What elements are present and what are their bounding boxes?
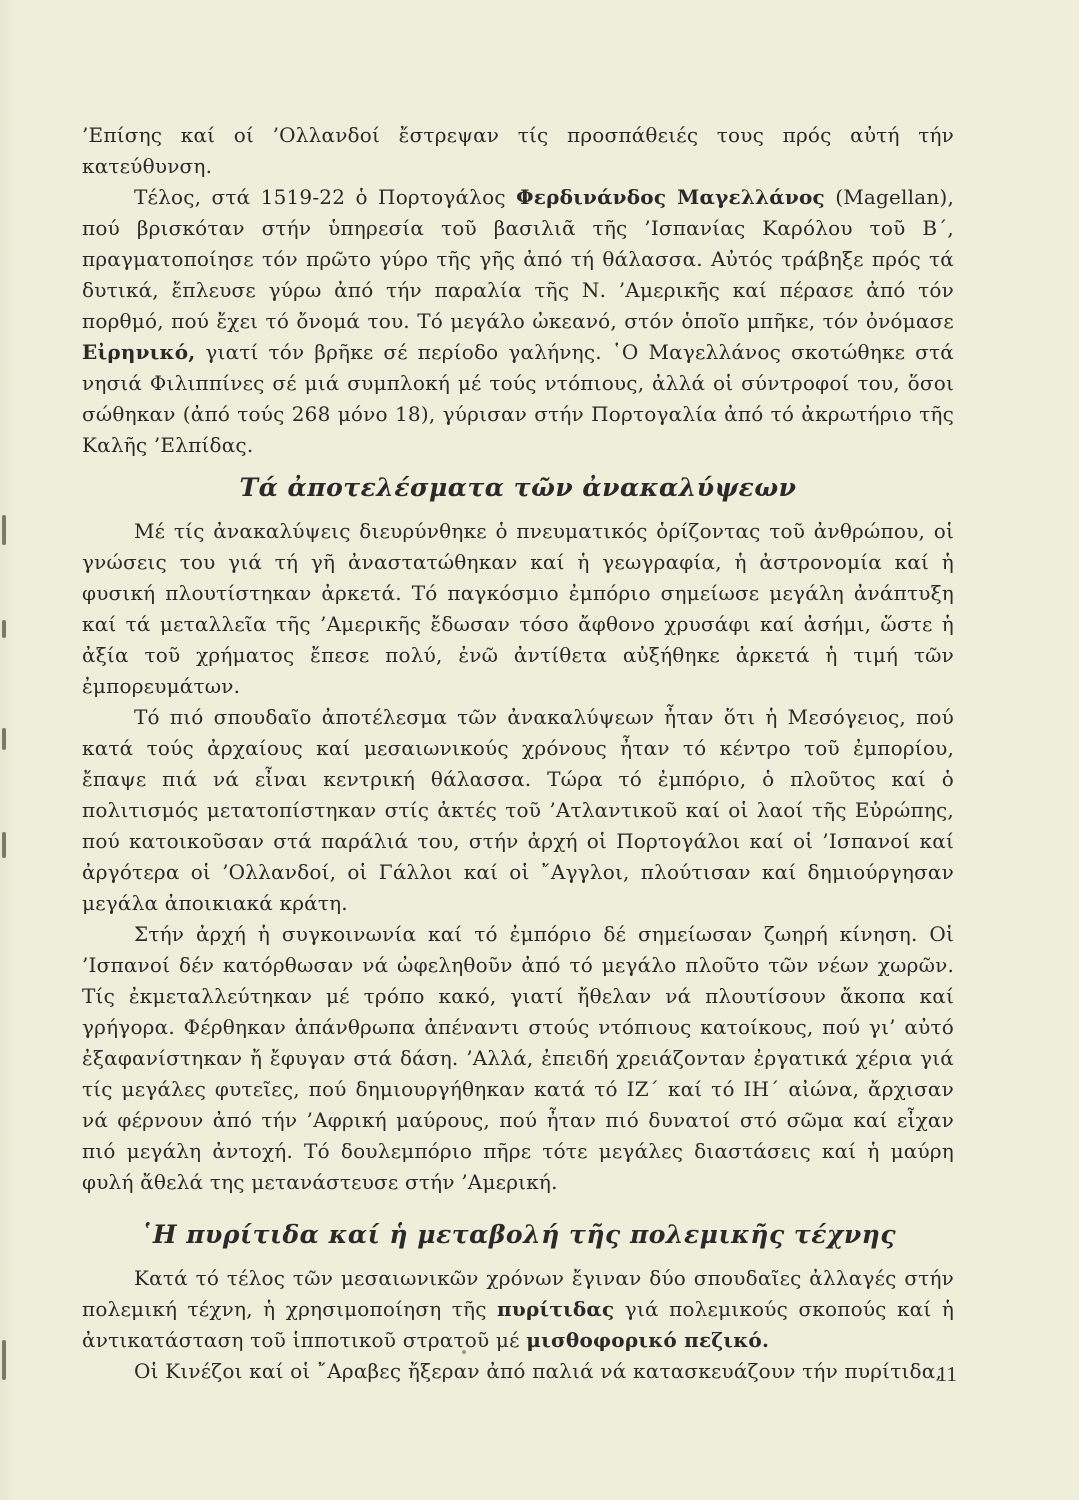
middle-paragraphs bbox=[82, 516, 954, 1198]
text-run: Κατά τό τέλος τῶν μεσαιωνικῶν χρόνων ἔγιναν δύο σπουδαῖες ἀλλαγές στήν πολεμική τέχνη, ἡ χρησιμοποίηση τῆς bbox=[82, 1266, 954, 1321]
text-run: Μέ τίς ἀνακαλύψεις διευρύνθηκε ὁ πνευματικός ὁρίζοντας τοῦ ἀνθρώπου, οἱ γνώσεις του γιά τή γῆ ἀναστατώθηκαν καί ἡ γεωγραφία, ἡ ἀστρονομία καί ἡ φυσική πλουτίστηκαν ἀρκετά. Τό παγκόσμιο ἐμπόριο σημείωσε μεγάλη ἀνάπτυξη καί τά μεταλλεῖα τῆς ’Αμερικῆς ἔδωσαν τόσο ἄφθονο χρυσάφι καί ἀσήμι, ὥστε ἡ ἀξία τοῦ χρήματος ἔπεσε πολύ, ἐνῶ ἀντίθετα αὐξήθηκε ἀρκετά ἡ τιμή τῶν ἐμπορευμάτων. bbox=[82, 519, 954, 698]
page-body bbox=[82, 120, 954, 1387]
bold-term: Εἰρηνικό, bbox=[82, 340, 196, 364]
paragraph bbox=[82, 1356, 954, 1387]
text-run: Τό πιό σπουδαῖο ἀποτέλεσμα τῶν ἀνακαλύψεων ἦταν ὅτι ἡ Μεσόγειος, πού κατά τούς ἀρχαίους καί μεσαιωνικούς χρόνους ἦταν τό κέντρο τοῦ ἐμπορίου, ἔπαψε πιά νά εἶναι κεντρική θάλασσα. Τώρα τό ἐμπόριο, ὁ πλοῦτος καί ὁ πολιτισμός μετατοπίστηκαν στίς ἀκτές τοῦ ’Ατλαντικοῦ καί οἱ λαοί τῆς Εὐρώπης, πού κατοικοῦσαν στά παράλιά του, στήν ἀρχή οἱ Πορτογάλοι καί οἱ ’Ισπανοί καί ἀργότερα οἱ ’Ολλανδοί, οἱ Γάλλοι καί οἱ ῎Αγγλοι, πλούτισαν καί δημιούργησαν μεγάλα ἀποικιακά κράτη. bbox=[82, 705, 954, 915]
bold-term: μισθοφορικό πεζικό. bbox=[526, 1328, 770, 1352]
paragraph bbox=[82, 120, 954, 182]
text-run: γιά πολεμικούς σκοπούς καί ἡ ἀντικατάσταση τοῦ ἱπποτικοῦ στρατοῦ μέ bbox=[82, 1297, 955, 1352]
bold-term: πυρίτιδας bbox=[497, 1297, 615, 1321]
margin-mark bbox=[2, 515, 6, 545]
page-edge bbox=[0, 0, 14, 1500]
page-number: 11 bbox=[936, 1362, 957, 1386]
bold-term: Φερδινάνδος Μαγελλάνος bbox=[516, 185, 825, 209]
top-paragraphs bbox=[82, 120, 954, 461]
text-run: Τέλος, στά 1519-22 ὁ Πορτογάλος bbox=[134, 185, 517, 209]
margin-mark bbox=[2, 620, 6, 638]
margin-mark bbox=[2, 1340, 6, 1380]
paragraph bbox=[82, 1263, 954, 1356]
paragraph bbox=[82, 516, 954, 702]
text-run: Οἱ Κινέζοι καί οἱ ῎Αραβες ἤξεραν ἀπό παλιά νά κατασκευάζουν τήν πυρίτιδα, bbox=[134, 1359, 943, 1383]
text-run: (Magellan), πού βρισκόταν στήν ὑπηρεσία τοῦ βασιλιᾶ τῆς ’Ισπανίας Καρόλου τοῦ Β΄, πραγματοποίησε τόν πρῶτο γύρο τῆς γῆς ἀπό τή θάλασσα. Αὐτός τράβηξε πρός τά δυτικά, ἔπλευσε γύρω ἀπό τήν παραλία τῆς Ν. ’Αμερικῆς καί πέρασε ἀπό τόν πορθμό, πού ἔχει τό ὄνομά του. Τό μεγάλο ὠκεανό, στόν ὁποῖο μπῆκε, τόν ὀνόμασε bbox=[82, 185, 955, 333]
paragraph bbox=[82, 919, 954, 1198]
text-run: Στήν ἀρχή ἡ συγκοινωνία καί τό ἐμπόριο δέ σημείωσαν ζωηρή κίνηση. Οἱ ’Ισπανοί δέν κατόρθωσαν νά ὠφεληθοῦν ἀπό τό μεγάλο πλοῦτο τῶν νέων χωρῶν. Τίς ἐκμεταλλεύτηκαν μέ τρόπο κακό, γιατί ἤθελαν νά πλουτίσουν ἄκοπα καί γρήγορα. Φέρθηκαν ἀπάνθρωπα ἀπέναντι στούς ντόπιους κατοίκους, πού γι’ αὐτό ἐξαφανίστηκαν ἤ ἔφυγαν στά δάση. ’Αλλά, ἐπειδή χρειάζονταν ἐργατικά χέρια γιά τίς μεγάλες φυτεῖες, πού δημιουργήθηκαν κατά τό ΙΖ΄ καί τό ΙΗ΄ αἰώνα, ἄρχισαν νά φέρνουν ἀπό τήν ’Αφρική μαύρους, πού ἦταν πιό δυνατοί στό σῶμα καί εἶχαν πιό μεγάλη ἀντοχή. Τό δουλεμπόριο πῆρε τότε μεγάλες διαστάσεις καί ἡ μαύρη φυλή ἄθελά της μετανάστευσε στήν ’Αμερική. bbox=[82, 922, 954, 1194]
margin-mark bbox=[2, 728, 6, 750]
text-run: γιατί τόν βρῆκε σέ περίοδο γαλήνης. ῾Ο Μαγελλάνος σκοτώθηκε στά νησιά Φιλιππίνες σέ μιά συμπλοκή μέ τούς ντόπιους, ἀλλά οἱ σύντροφοί του, ὅσοι σώθηκαν (ἀπό τούς 268 μόνο 18), γύρισαν στήν Πορτογαλία ἀπό τό ἀκρωτήριο τῆς Καλῆς ’Ελπίδας. bbox=[82, 340, 954, 457]
section-heading-discoveries: Τά ἀποτελέσματα τῶν ἀνακαλύψεων bbox=[239, 473, 797, 502]
margin-mark bbox=[2, 832, 6, 858]
text-run: ’Επίσης καί οί ’Ολλανδοί ἔστρεψαν τίς προσπάθειές τους πρός αὐτή τήν κατεύθυνση. bbox=[82, 123, 954, 178]
paragraph bbox=[82, 182, 954, 461]
section-heading-gunpowder: ῾Η πυρίτιδα καί ἡ μεταβολή τῆς πολεμικῆς τέχνης bbox=[139, 1220, 897, 1249]
bottom-paragraphs bbox=[82, 1263, 954, 1387]
paragraph bbox=[82, 702, 954, 919]
